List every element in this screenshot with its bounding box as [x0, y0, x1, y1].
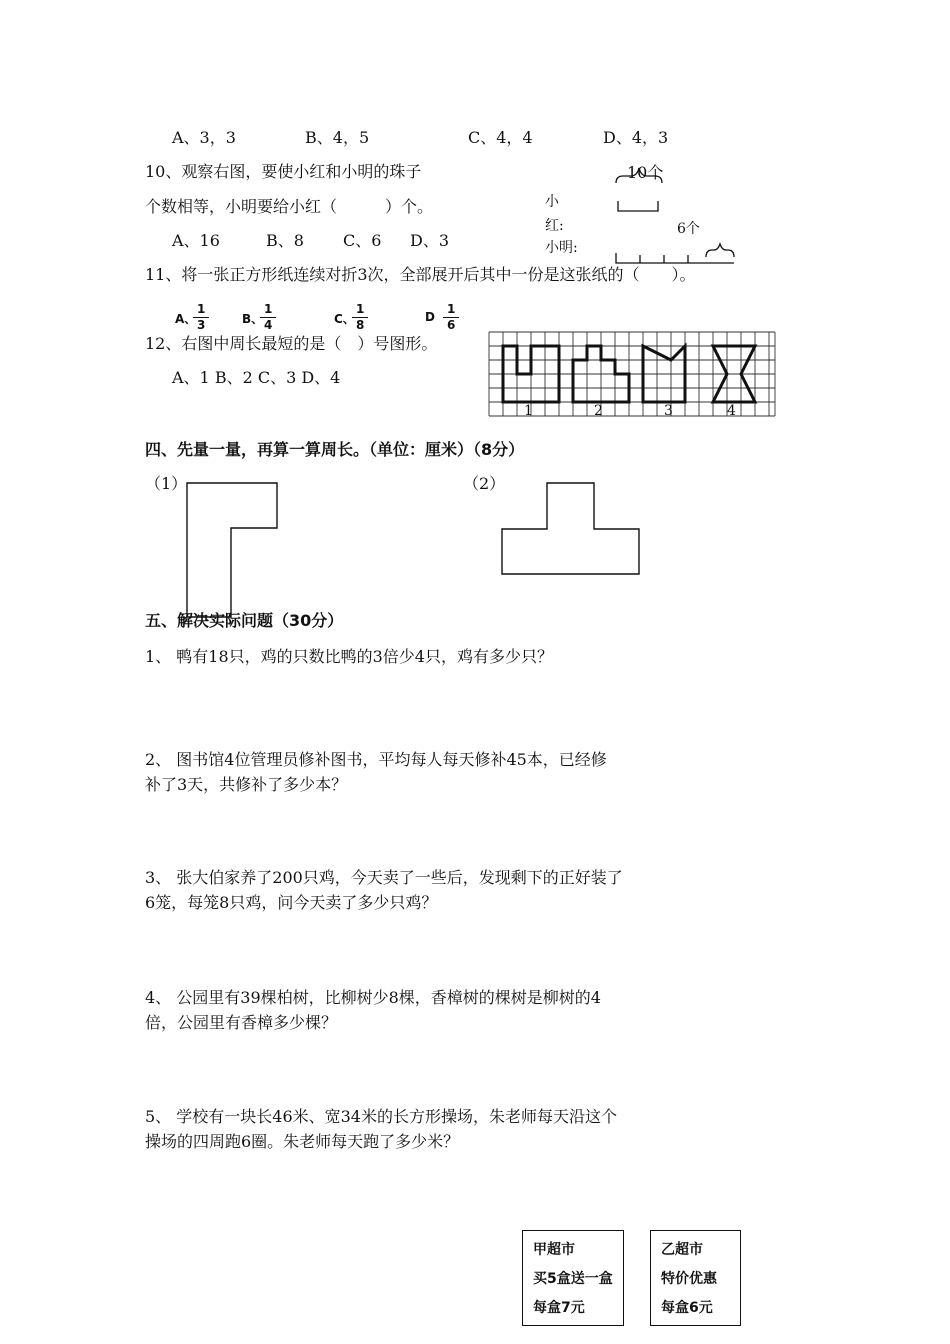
fig1-label: （1） [145, 474, 188, 493]
q9-option-c: C、4，4 [468, 128, 533, 147]
fig2-label: （2） [463, 474, 506, 493]
section5-title: 五、解决实际问题（30分） [145, 611, 344, 630]
q10-line2: 个数相等，小明要给小红（ ）个。 [145, 197, 434, 216]
store-offer: 买5盒送一盒 [533, 1271, 613, 1287]
q11-text: 11、将一张正方形纸连续对折3次，全部展开后其中一份是这张纸的（ ）。 [145, 265, 696, 284]
q11-option-d: D 1 6 [425, 302, 465, 336]
store-offer: 特价优惠 [661, 1271, 717, 1287]
problem-4-line1: 4、 公园里有39棵柏树，比柳树少8棵，香樟树的棵树是柳树的4 [145, 988, 601, 1007]
q10-line1: 10、观察右图，要使小红和小明的珠子 [145, 162, 422, 181]
problem-4-line2: 倍，公园里有香樟多少棵？ [145, 1013, 338, 1032]
q9-option-d: D、4，3 [603, 128, 669, 147]
store-price: 每盒6元 [661, 1300, 713, 1316]
fig-label-3: 3 [664, 403, 673, 419]
problem-3-line2: 6笼，每笼8只鸡，问今天卖了多少只鸡？ [145, 893, 438, 912]
store-box-jia [522, 1230, 624, 1326]
fig-label-4: 4 [727, 403, 736, 419]
store-name: 甲超市 [533, 1242, 575, 1258]
store-box-yi [650, 1230, 741, 1326]
q10-option-a: A、16 [172, 231, 220, 250]
ming-label: 小明: [545, 240, 578, 256]
fig-label-2: 2 [594, 403, 603, 419]
q12-text: 12、右图中周长最短的是（ ）号图形。 [145, 334, 438, 353]
q10-option-c: C、6 [343, 231, 382, 250]
q11-option-b: B、 1 4 [242, 302, 282, 336]
q12-options: A、1 B、2 C、3 D、4 [172, 368, 341, 387]
l-shape [187, 483, 277, 617]
store-name: 乙超市 [661, 1242, 703, 1258]
q10-option-b: B、8 [266, 231, 304, 250]
section4-title: 四、先量一量，再算一算周长。（单位：厘米）（8分） [145, 440, 525, 459]
problem-5-line2: 操场的四周跑6圈。朱老师每天跑了多少米？ [145, 1132, 460, 1151]
ten-label: 10个 [627, 163, 664, 182]
fig-label-1: 1 [524, 403, 533, 419]
red-label: 小红: [545, 194, 564, 234]
problem-1-line1: 1、 鸭有18只，鸡的只数比鸭的3倍少4只，鸡有多少只？ [145, 647, 553, 666]
q9-option-a: A、3，3 [172, 128, 236, 147]
store-price: 每盒7元 [533, 1300, 585, 1316]
q11-option-c: C、 1 8 [334, 302, 374, 336]
problem-5-line1: 5、 学校有一块长46米、宽34米的长方形操场，朱老师每天沿这个 [145, 1107, 617, 1126]
t-shape [502, 483, 639, 574]
q10-option-d: D、3 [410, 231, 450, 250]
problem-2-line1: 2、 图书馆4位管理员修补图书，平均每人每天修补45本，已经修 [145, 750, 607, 769]
q11-option-a: A、 1 3 [175, 302, 215, 336]
problem-2-line2: 补了3天，共修补了多少本？ [145, 775, 348, 794]
q9-option-b: B、4，5 [305, 128, 370, 147]
problem-3-line1: 3、 张大伯家养了200只鸡，今天卖了一些后，发现剩下的正好装了 [145, 868, 623, 887]
six-label: 6个 [677, 221, 700, 237]
